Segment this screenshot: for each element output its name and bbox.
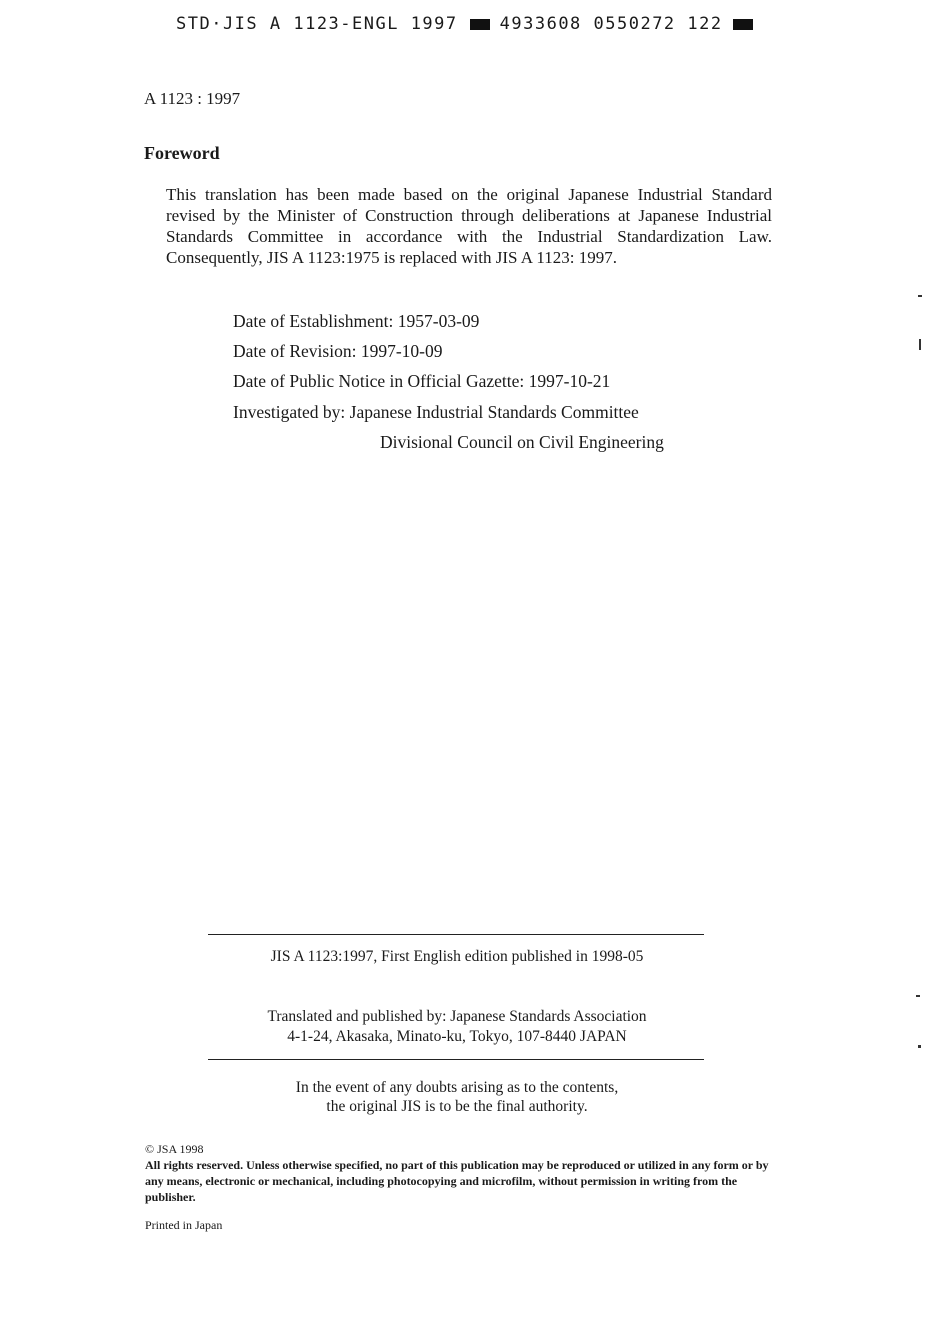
copyright-notice: © JSA 1998 bbox=[145, 1142, 204, 1156]
scan-speck bbox=[918, 1045, 921, 1048]
authority-line-1: In the event of any doubts arising as to the contents, bbox=[295, 1079, 619, 1096]
edition-line: JIS A 1123:1997, First English edition published in 1998-05 bbox=[270, 948, 644, 965]
scan-header bbox=[176, 14, 753, 34]
investigated-council: Divisional Council on Civil Engineering bbox=[380, 432, 664, 452]
header-document-code: STD·JIS A 1123-ENGL 1997 bbox=[176, 14, 458, 34]
date-establishment: Date of Establishment: 1957-03-09 bbox=[233, 311, 480, 331]
document-id: A 1123 : 1997 bbox=[144, 89, 241, 108]
divider-top bbox=[208, 934, 704, 935]
header-mark-block bbox=[470, 19, 490, 30]
printed-in: Printed in Japan bbox=[145, 1218, 223, 1232]
publisher-line: Translated and published by: Japanese Standards Association bbox=[267, 1008, 647, 1025]
scan-speck bbox=[916, 995, 920, 997]
rights-statement: All rights reserved. Unless otherwise specified, no part of this publication may be reproduced or utilized in any form or by any means, electronic or mechanical, including photocopying and microfilm, without permission in writing from the publisher. bbox=[145, 1158, 769, 1204]
investigated-by bbox=[233, 402, 639, 423]
scan-speck bbox=[919, 339, 921, 350]
date-revision: Date of Revision: 1997-10-09 bbox=[233, 341, 443, 361]
header-serial-number: 4933608 0550272 122 bbox=[499, 14, 723, 34]
investigated-label: Investigated by: bbox=[233, 402, 346, 422]
address-line: 4-1-24, Akasaka, Minato-ku, Tokyo, 107-8440 JAPAN bbox=[287, 1028, 627, 1045]
date-public-notice: Date of Public Notice in Official Gazette: 1997-10-21 bbox=[233, 371, 611, 391]
foreword-paragraph: This translation has been made based on the original Japanese Industrial Standard revised by the Minister of Construction through deliberations at Japanese Industrial Standards Committee in accordance with the Industrial Standardization Law. Consequently, JIS A 1123:1975 is replaced with JIS A 1123: 1997. bbox=[166, 185, 772, 267]
header-mark-block bbox=[733, 19, 753, 30]
foreword-title: Foreword bbox=[144, 143, 220, 163]
divider-bottom bbox=[208, 1059, 704, 1060]
scan-speck bbox=[918, 295, 922, 297]
investigated-committee: Japanese Industrial Standards Committee bbox=[349, 402, 639, 422]
authority-line-2: the original JIS is to be the final authority. bbox=[326, 1098, 588, 1115]
